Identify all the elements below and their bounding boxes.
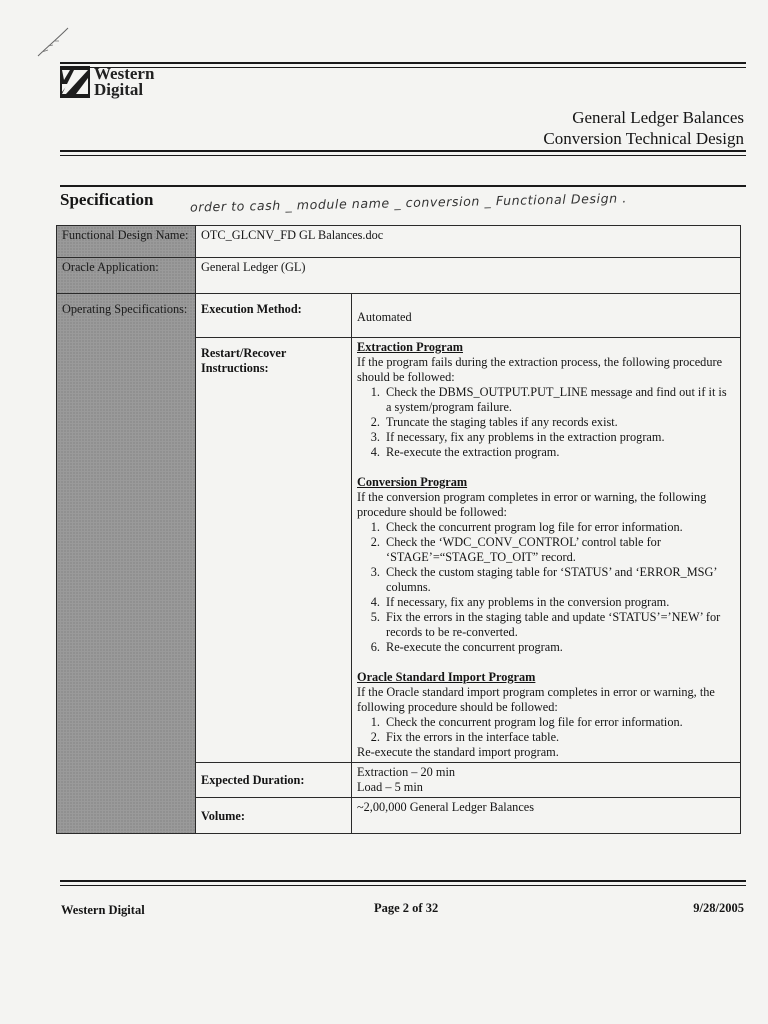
list-item: 4. If necessary, fix any problems in the conversion program.	[383, 595, 735, 610]
list-item: 1. Check the DBMS_OUTPUT.PUT_LINE message and find out if it is a system/program failure.	[383, 385, 735, 415]
extraction-program-title: Extraction Program	[357, 340, 463, 354]
company-logo	[60, 66, 154, 98]
list-item: 3. Check the custom staging table for ‘STATUS’ and ‘ERROR_MSG’ columns.	[383, 565, 735, 595]
import-intro: If the Oracle standard import program completes in error or warning, the following procedure should be followed:	[357, 685, 715, 714]
header-bottom-rule	[60, 150, 746, 156]
restart-recover-instructions	[352, 338, 741, 763]
execution-method-value: Automated	[352, 294, 741, 338]
western-digital-logo-icon	[60, 66, 90, 98]
table-row	[57, 258, 741, 294]
pen-mark-icon	[34, 22, 84, 62]
table-row	[57, 226, 741, 258]
duration-load: Load – 5 min	[357, 780, 423, 794]
footer-rule	[60, 880, 746, 886]
import-steps	[357, 715, 735, 745]
page-number: Page 2 of 32	[374, 901, 439, 915]
conversion-steps	[357, 520, 735, 655]
handwritten-annotation: order to cash _ module name _ conversion _ Functional Design .	[189, 190, 627, 215]
extraction-steps	[357, 385, 735, 460]
functional-design-label: Functional Design Name:	[57, 226, 196, 258]
list-item: 3. If necessary, fix any problems in the extraction program.	[383, 430, 735, 445]
expected-duration-label: Expected Duration:	[196, 763, 352, 798]
operating-specifications-label: Operating Specifications:	[57, 294, 196, 834]
specification-table	[56, 225, 741, 834]
import-program-title: Oracle Standard Import Program	[357, 670, 536, 684]
header-top-rule	[60, 62, 746, 68]
functional-design-value: OTC_GLCNV_FD GL Balances.doc	[196, 226, 741, 258]
list-item: 2. Check the ‘WDC_CONV_CONTROL’ control table for ‘STAGE’=“STAGE_TO_OIT” record.	[383, 535, 735, 565]
list-item: 2. Fix the errors in the interface table.	[383, 730, 735, 745]
oracle-application-value: General Ledger (GL)	[196, 258, 741, 294]
section-heading: Specification	[60, 190, 154, 209]
expected-duration-value	[352, 763, 741, 798]
title-line-1: General Ledger Balances	[572, 108, 744, 127]
spec-rule	[60, 185, 746, 187]
list-item: 1. Check the concurrent program log file for error information.	[383, 715, 735, 730]
list-item: 4. Re-execute the extraction program.	[383, 445, 735, 460]
logo-line-1: Western	[94, 64, 155, 83]
logo-line-2: Digital	[94, 80, 144, 99]
import-outro: Re-execute the standard import program.	[357, 745, 559, 759]
footer-company: Western Digital	[61, 903, 145, 917]
list-item: 2. Truncate the staging tables if any records exist.	[383, 415, 735, 430]
extraction-intro: If the program fails during the extraction process, the following procedure should be followed:	[357, 355, 723, 384]
list-item: 5. Fix the errors in the staging table and update ‘STATUS’=’NEW’ for records to be re-converted.	[383, 610, 735, 640]
volume-value: ~2,00,000 General Ledger Balances	[352, 798, 741, 834]
conversion-intro: If the conversion program completes in error or warning, the following procedure should be followed:	[357, 490, 707, 519]
volume-label: Volume:	[196, 798, 352, 834]
title-line-2: Conversion Technical Design	[543, 129, 744, 148]
document-title	[543, 107, 744, 149]
table-row	[57, 294, 741, 338]
list-item: 1. Check the concurrent program log file for error information.	[383, 520, 735, 535]
duration-extraction: Extraction – 20 min	[357, 765, 456, 779]
conversion-program-title: Conversion Program	[357, 475, 468, 489]
footer-date: 9/28/2005	[693, 901, 744, 915]
list-item: 6. Re-execute the concurrent program.	[383, 640, 735, 655]
restart-recover-label: Restart/Recover Instructions:	[196, 338, 352, 763]
oracle-application-label: Oracle Application:	[57, 258, 196, 294]
execution-method-label: Execution Method:	[196, 294, 352, 338]
